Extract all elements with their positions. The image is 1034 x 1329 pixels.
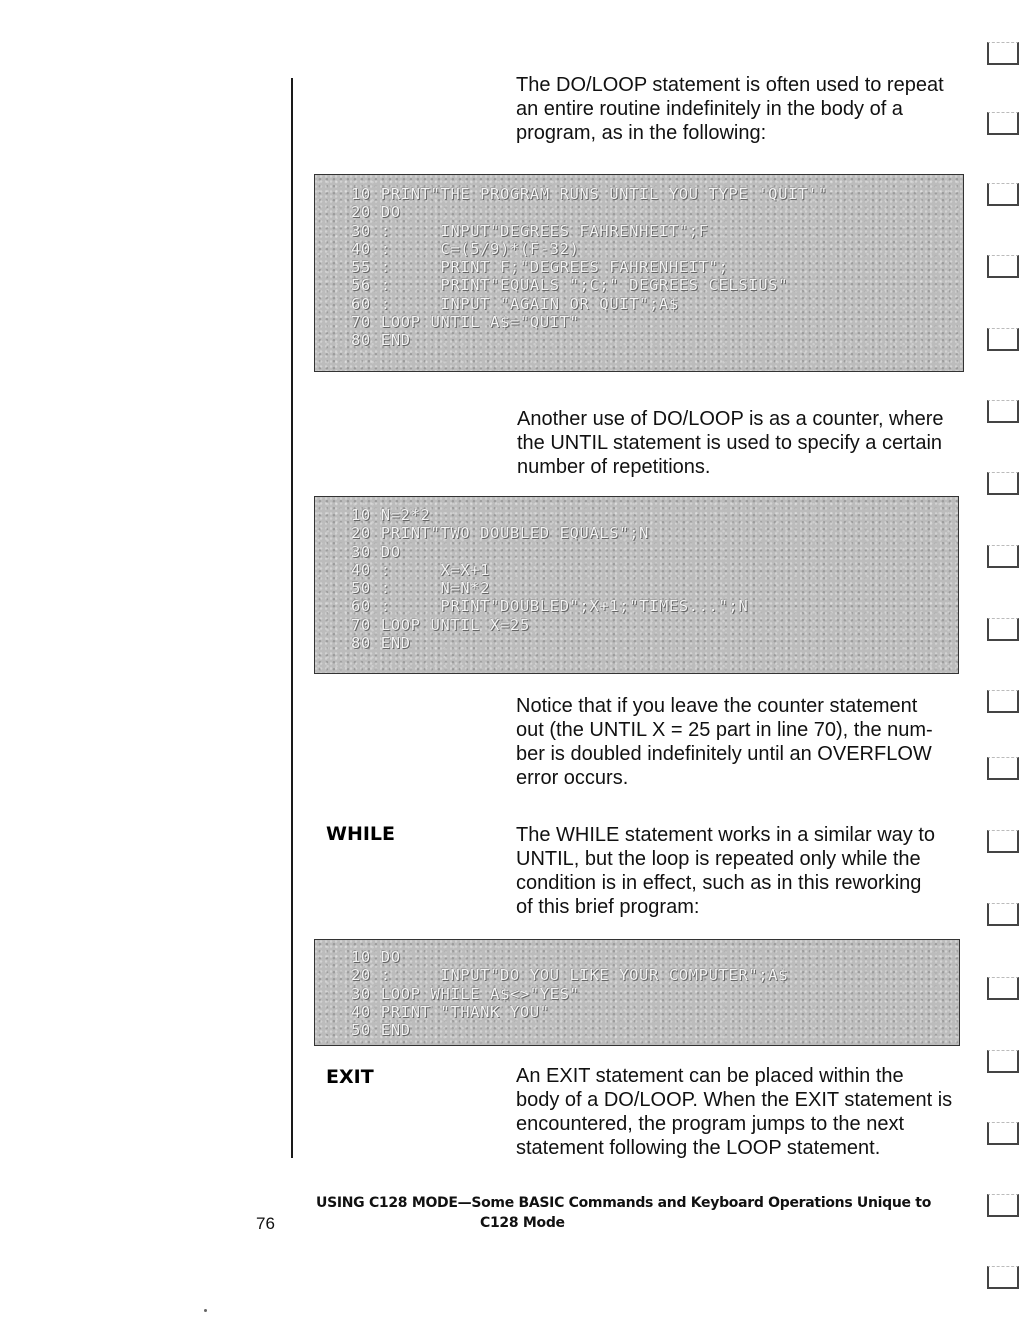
running-footer — [316, 1193, 956, 1233]
text-line: The WHILE statement works in a similar way to — [516, 824, 936, 846]
code-line: 10 PRINT"THE PROGRAM RUNS UNTIL YOU TYPE 'QUIT'" — [351, 185, 828, 203]
text-line: Another use of DO/LOOP is as a counter, where — [517, 408, 944, 430]
text-line: the UNTIL statement is used to specify a certain — [517, 432, 943, 454]
binding-mark — [987, 1050, 1019, 1073]
binding-mark — [987, 903, 1019, 926]
code-line: 10 N=2*2 — [351, 506, 431, 524]
text-line: an entire routine indefinitely in the body of a — [516, 98, 903, 120]
code-line: 55 : PRINT F;"DEGREES FAHRENHEIT"; — [351, 258, 729, 277]
code-line: 20 PRINT"TWO DOUBLED EQUALS";N — [351, 524, 649, 543]
text-line: error occurs. — [516, 767, 629, 789]
binding-mark — [987, 545, 1019, 568]
text-line: number of repetitions. — [517, 456, 711, 478]
intro-paragraph — [516, 73, 966, 145]
exit-heading: EXIT — [326, 1066, 374, 1088]
code-line: 40 PRINT "THANK YOU" — [351, 1002, 550, 1021]
binding-mark — [987, 690, 1019, 713]
binding-mark — [987, 112, 1019, 135]
code-line: 10 DO — [351, 948, 401, 966]
code-line: 56 : PRINT"EQUALS ";C;" DEGREES CELSIUS" — [351, 276, 788, 295]
binding-mark — [987, 42, 1019, 65]
while-heading: WHILE — [326, 823, 396, 845]
text-line: condition is in effect, such as in this reworking — [516, 872, 922, 894]
code-line: 30 LOOP WHILE A$<>"YES" — [351, 984, 580, 1003]
text-line: statement following the LOOP statement. — [516, 1137, 881, 1159]
text-line: ber is doubled indefinitely until an OVERFLOW — [516, 743, 932, 765]
code-line: 60 : INPUT "AGAIN OR QUIT";A$ — [351, 294, 679, 313]
code-line: 40 : X=X+1 — [351, 560, 491, 579]
code-line: 30 DO — [351, 542, 401, 561]
code-listing-while — [314, 939, 960, 1046]
text-line: program, as in the following: — [516, 122, 767, 144]
speck — [204, 1309, 207, 1312]
binding-mark — [987, 328, 1019, 351]
text-line: encountered, the program jumps to the next — [516, 1113, 905, 1135]
margin-rule — [291, 78, 293, 1158]
text-line: An EXIT statement can be placed within the — [516, 1065, 904, 1087]
binding-mark — [987, 183, 1019, 206]
code-line: 60 : PRINT"DOUBLED";X+1;"TIMES...";N — [351, 597, 749, 616]
text-line: UNTIL, but the loop is repeated only while the — [516, 848, 921, 870]
binding-mark — [987, 400, 1019, 423]
code-line: 20 DO — [351, 203, 401, 222]
text-line: of this brief program: — [516, 896, 700, 918]
code-line: 70 LOOP UNTIL A$="QUIT" — [351, 313, 580, 332]
code-line: 80 END — [351, 634, 411, 653]
code-line: 50 END — [351, 1021, 411, 1040]
code-line: 40 : C=(5/9)*(F-32) — [351, 239, 580, 258]
code-line: 70 LOOP UNTIL X=25 — [351, 615, 530, 634]
binding-mark — [987, 757, 1019, 780]
code-listing-fahrenheit — [314, 174, 964, 372]
binding-mark — [987, 255, 1019, 278]
code-line: 80 END — [351, 331, 411, 350]
code-line: 30 : INPUT"DEGREES FAHRENHEIT";F — [351, 221, 709, 240]
footer-line: C128 Mode — [480, 1215, 565, 1231]
notice-paragraph — [516, 694, 966, 790]
text-line: out (the UNTIL X = 25 part in line 70), the num- — [516, 719, 933, 741]
binding-mark — [987, 1194, 1019, 1217]
binding-mark — [987, 1122, 1019, 1145]
footer-line: USING C128 MODE—Some BASIC Commands and Keyboard Operations Unique to — [316, 1195, 932, 1211]
binding-mark — [987, 472, 1019, 495]
binding-mark — [987, 977, 1019, 1000]
binding-mark — [987, 618, 1019, 641]
text-line: body of a DO/LOOP. When the EXIT statement is — [516, 1089, 953, 1111]
code-listing-doubling — [314, 496, 959, 674]
counter-paragraph — [517, 407, 967, 479]
binding-mark — [987, 1266, 1019, 1289]
binding-mark — [987, 830, 1019, 853]
text-line: The DO/LOOP statement is often used to repeat — [516, 74, 944, 96]
while-paragraph — [516, 823, 966, 919]
code-line: 50 : N=N*2 — [351, 579, 491, 598]
code-line: 20 : INPUT"DO YOU LIKE YOUR COMPUTER";A$ — [351, 966, 788, 985]
exit-paragraph — [516, 1064, 966, 1160]
page-number: 76 — [256, 1214, 275, 1233]
text-line: Notice that if you leave the counter statement — [516, 695, 918, 717]
